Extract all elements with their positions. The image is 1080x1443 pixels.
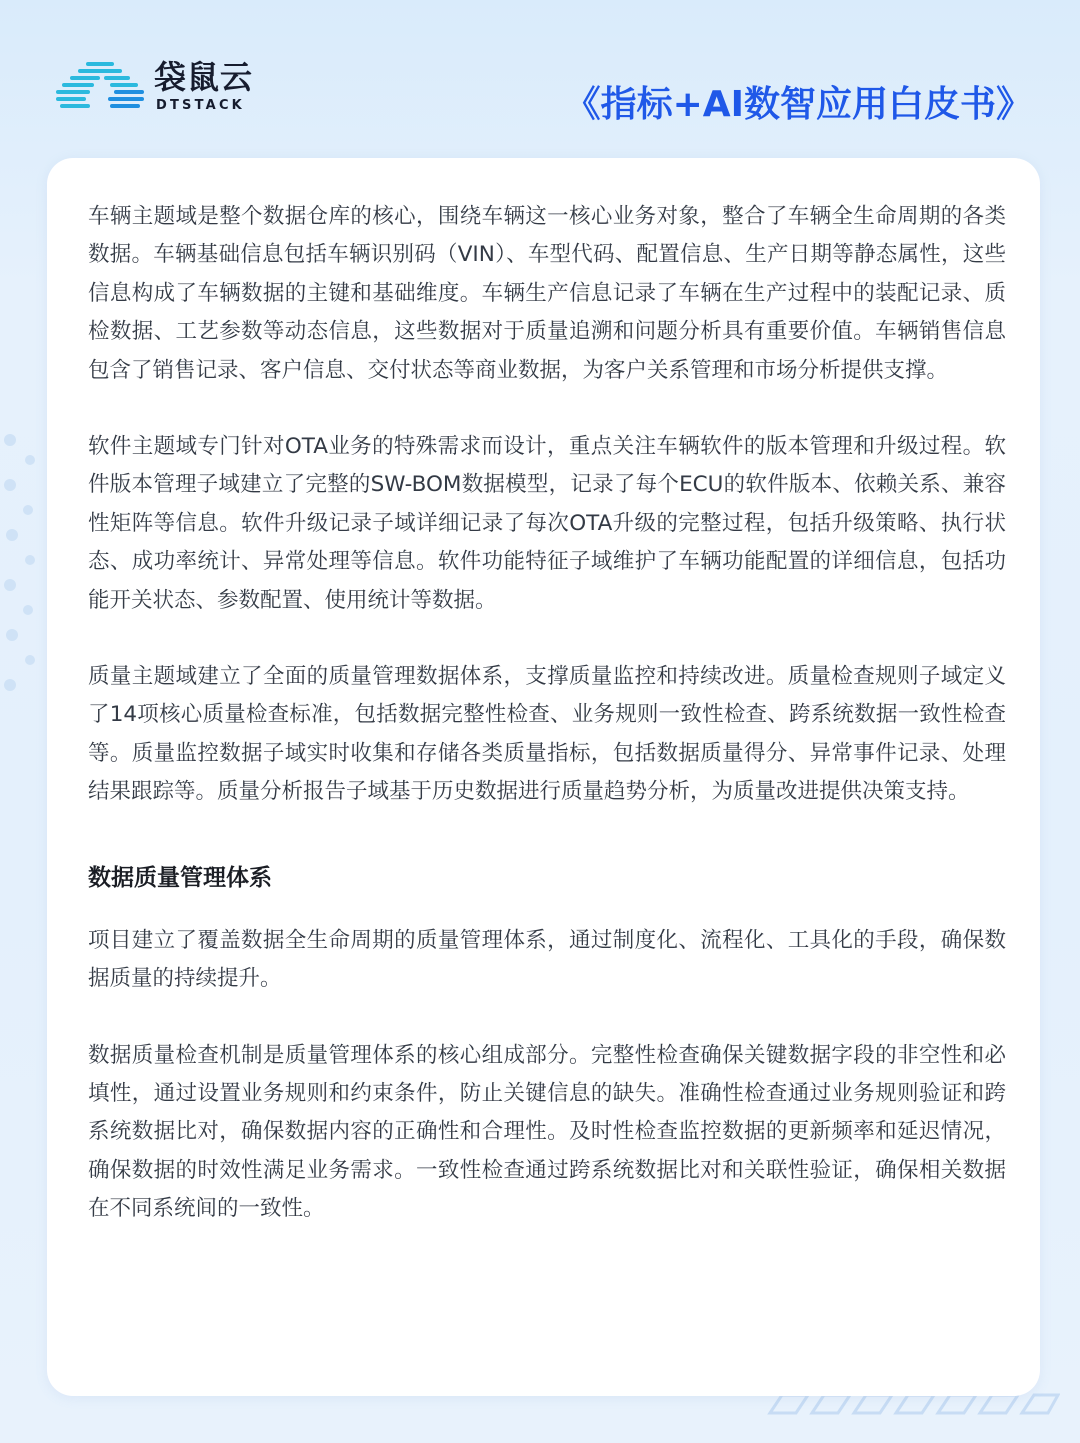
paragraph-quality-system-intro: 项目建立了覆盖数据全生命周期的质量管理体系，通过制度化、流程化、工具化的手段，确保数据质量的持续提升。 xyxy=(88,927,1006,992)
paragraph-quality-check-mechanism: 数据质量检查机制是质量管理体系的核心组成部分。完整性检查确保关键数据字段的非空性和必填性，通过设置业务规则和约束条件，防止关键信息的缺失。准确性检查通过业务规则验证和跨系统数据比对，确保数据内容的正确性和合理性。及时性检查监控数据的更新频率和延迟情况，确保数据的时效性满足业务需求。一致性检查通过跨系统数据比对和关联性验证，确保相关数据在不同系统间的一致性。 xyxy=(88,1042,1006,1222)
background-dots-decoration xyxy=(0,430,40,730)
background-stripes-decoration xyxy=(760,1393,1060,1415)
kangaroo-cloud-logo-icon xyxy=(54,58,146,114)
paragraph-software-domain: 软件主题域专门针对OTA业务的特殊需求而设计，重点关注车辆软件的版本管理和升级过程。软件版本管理子域建立了完整的SW-BOM数据模型，记录了每个ECU的软件版本、依赖关系、兼容性矩阵等信息。软件升级记录子域详细记录了每次OTA升级的完整过程，包括升级策略、执行状态、成功率统计、异常处理等信息。软件功能特征子域维护了车辆功能配置的详细信息，包括功能开关状态、参数配置、使用统计等数据。 xyxy=(88,434,1006,613)
paragraph-quality-domain: 质量主题域建立了全面的质量管理数据体系，支撑质量监控和持续改进。质量检查规则子域定义了14项核心质量检查标准，包括数据完整性检查、业务规则一致性检查、跨系统数据一致性检查等。质量监控数据子域实时收集和存储各类质量指标，包括数据质量得分、异常事件记录、处理结果跟踪等。质量分析报告子域基于历史数据进行质量趋势分析，为质量改进提供决策支持。 xyxy=(88,664,1006,805)
logo-chinese-name: 袋鼠云 xyxy=(154,58,254,96)
paragraph-vehicle-domain: 车辆主题域是整个数据仓库的核心，围绕车辆这一核心业务对象，整合了车辆全生命周期的各类数据。车辆基础信息包括车辆识别码（VIN）、车型代码、配置信息、生产日期等静态属性，这些信息构成了车辆数据的主键和基础维度。车辆生产信息记录了车辆在生产过程中的装配记录、质检数据、工艺参数等动态信息，这些数据对于质量追溯和问题分析具有重要价值。车辆销售信息包含了销售记录、客户信息、交付状态等商业数据，为客户关系管理和市场分析提供支撑。 xyxy=(88,204,1006,383)
brand-logo xyxy=(54,58,264,118)
document-title: 《指标+AI数智应用白皮书》 xyxy=(564,84,1032,125)
logo-english-name: DTSTACK xyxy=(156,98,245,113)
article-body xyxy=(88,198,1006,1229)
section-heading: 数据质量管理体系 xyxy=(88,864,272,891)
